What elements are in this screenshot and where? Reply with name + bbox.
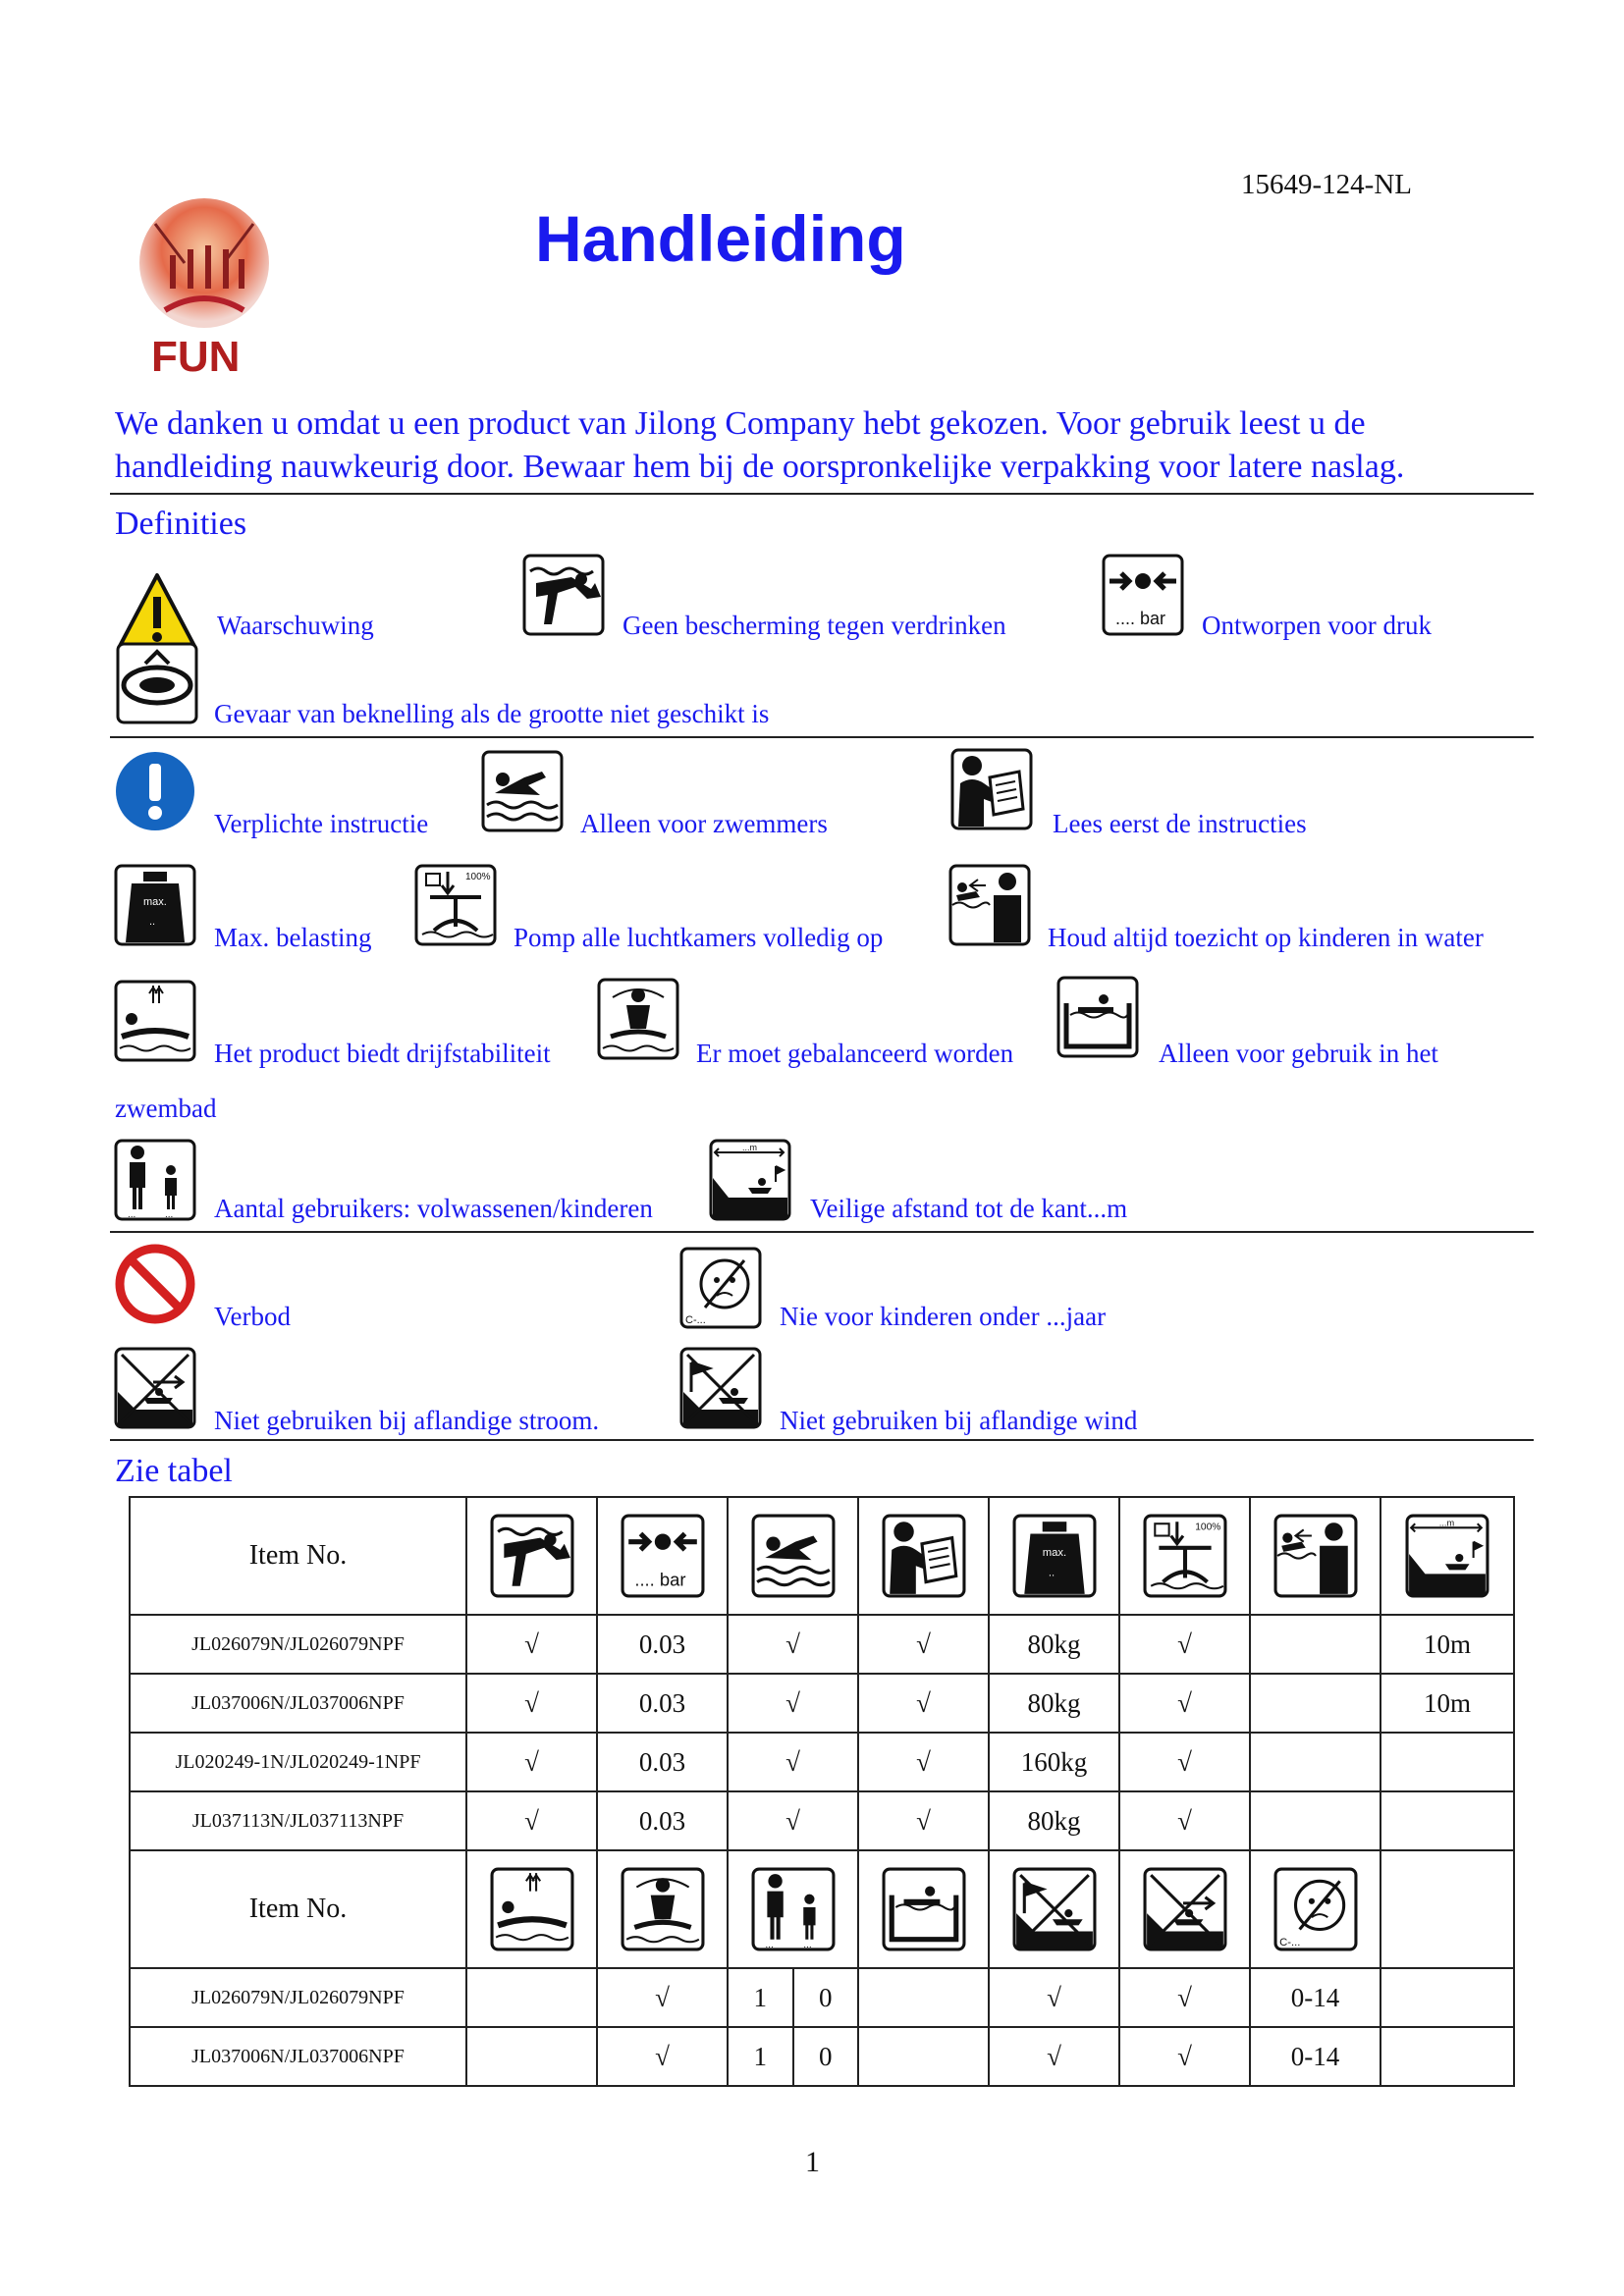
read-instructions-icon: [950, 748, 1033, 830]
label-users: Aantal gebruikers: volwassenen/kinderen: [214, 1194, 653, 1223]
table-cell: 0-14: [1250, 1968, 1380, 2027]
label-max-load: Max. belasting: [214, 923, 372, 952]
label-pool-only-cont: zwembad: [115, 1094, 217, 1123]
table-cell: [1380, 1850, 1514, 1968]
table-cell: √: [1119, 2027, 1250, 2086]
table-cell: √: [466, 1674, 597, 1733]
table-cell: √: [989, 2027, 1119, 2086]
item-no-header: Item No.: [130, 1497, 466, 1615]
table-cell: √: [466, 1733, 597, 1791]
table-cell: [466, 1968, 597, 2027]
table-cell: √: [728, 1733, 858, 1791]
item-number: JL037006N/JL037006NPF: [130, 1674, 466, 1733]
table-cell: 0.03: [597, 1674, 728, 1733]
table-cell: [728, 1968, 858, 2027]
table-cell: 80kg: [989, 1791, 1119, 1850]
table-row: [130, 1674, 1514, 1733]
definitions-heading: Definities: [115, 506, 247, 542]
table-cell: 0.03: [597, 1791, 728, 1850]
table-cell: [858, 2027, 989, 2086]
divider: [110, 1439, 1534, 1441]
table-cell: √: [1119, 1733, 1250, 1791]
page-number: 1: [805, 2146, 820, 2178]
table-row: [130, 1615, 1514, 1674]
no-offshore-wind-icon: [1012, 1867, 1097, 1951]
label-pool-only: Alleen voor gebruik in het: [1159, 1039, 1438, 1068]
table-cell: [1380, 1791, 1514, 1850]
table-cell: √: [728, 1615, 858, 1674]
label-no-current: Niet gebruiken bij aflandige stroom.: [214, 1406, 600, 1435]
not-for-children-icon: [1273, 1867, 1358, 1951]
divider: [110, 736, 1534, 738]
table-cell: √: [1119, 1615, 1250, 1674]
label-safe-distance: Veilige afstand tot de kant...m: [810, 1194, 1128, 1223]
entrapment-icon: [116, 642, 198, 724]
no-drowning-protection-icon: [522, 554, 605, 636]
label-entrapment: Gevaar van beknelling als de grootte niet geschikt is: [214, 699, 770, 728]
table-cell: 0-14: [1250, 2027, 1380, 2086]
swimmers-only-icon: [481, 750, 564, 832]
adults-count: 1: [729, 1969, 794, 2026]
table-row: [130, 1968, 1514, 2027]
pool-only-icon: [882, 1867, 966, 1951]
read-instructions-icon: [882, 1514, 966, 1598]
table-cell: 80kg: [989, 1674, 1119, 1733]
kids-count: 0: [819, 1983, 833, 2012]
table-cell: 0.03: [597, 1615, 728, 1674]
table-cell: 0.03: [597, 1733, 728, 1791]
pump-icon: [1143, 1514, 1227, 1598]
item-number: JL020249-1N/JL020249-1NPF: [130, 1733, 466, 1791]
logo-text: FUN: [151, 333, 241, 381]
not-for-children-icon: [679, 1247, 762, 1329]
item-no-header: Item No.: [130, 1850, 466, 1968]
table-cell: [1250, 1615, 1380, 1674]
supervise-children-icon: [1273, 1514, 1358, 1598]
label-no-protection: Geen bescherming tegen verdrinken: [623, 611, 1006, 640]
label-no-wind: Niet gebruiken bij aflandige wind: [780, 1406, 1138, 1435]
table-cell: √: [466, 1791, 597, 1850]
table-cell: 10m: [1380, 1674, 1514, 1733]
divider: [110, 1231, 1534, 1233]
max-load-icon: [114, 864, 196, 946]
no-offshore-wind-icon: [679, 1347, 762, 1429]
table-cell: √: [1119, 1674, 1250, 1733]
label-balanced: Er moet gebalanceerd worden: [696, 1039, 1014, 1068]
label-buoyancy: Het product biedt drijfstabiliteit: [214, 1039, 551, 1068]
table-header-row-1: [130, 1497, 1514, 1615]
table-cell: [1380, 2027, 1514, 2086]
table-cell: [466, 2027, 597, 2086]
table-cell: √: [858, 1791, 989, 1850]
max-load-icon: [1012, 1514, 1097, 1598]
pressure-icon: [1102, 554, 1184, 636]
table-cell: √: [858, 1615, 989, 1674]
table-cell: [728, 2027, 858, 2086]
item-number: JL026079N/JL026079NPF: [130, 1968, 466, 2027]
table-cell: √: [597, 1968, 728, 2027]
supervise-children-icon: [948, 864, 1031, 946]
buoyancy-icon: [490, 1867, 574, 1951]
table-row: [130, 1791, 1514, 1850]
item-number: JL026079N/JL026079NPF: [130, 1615, 466, 1674]
table-cell: [1250, 1791, 1380, 1850]
table-cell: [1250, 1733, 1380, 1791]
label-pump-all: Pomp alle luchtkamers volledig op: [514, 923, 884, 952]
table-cell: [1250, 1674, 1380, 1733]
kids-count: 0: [819, 2042, 833, 2071]
spec-table: [129, 1496, 1515, 2087]
label-designed-pressure: Ontworpen voor druk: [1202, 611, 1432, 640]
balance-icon: [621, 1867, 705, 1951]
table-heading: Zie tabel: [115, 1453, 233, 1489]
table-cell: √: [597, 2027, 728, 2086]
label-read-first: Lees eerst de instructies: [1053, 809, 1307, 838]
table-cell: √: [1119, 1968, 1250, 2027]
fun-logo: [116, 194, 293, 383]
table-cell: √: [1119, 1791, 1250, 1850]
page-title: Handleiding: [535, 202, 906, 275]
table-cell: √: [989, 1968, 1119, 2027]
divider: [110, 493, 1534, 495]
label-not-children: Nie voor kinderen onder ...jaar: [780, 1302, 1107, 1331]
pool-only-icon: [1056, 976, 1139, 1058]
intro-text: [115, 402, 1529, 489]
table-cell: 80kg: [989, 1615, 1119, 1674]
users-icon: [751, 1867, 836, 1951]
safe-distance-icon: [1405, 1514, 1489, 1598]
label-swimmers-only: Alleen voor zwemmers: [580, 809, 828, 838]
item-number: JL037113N/JL037113NPF: [130, 1791, 466, 1850]
mandatory-icon: [114, 750, 196, 832]
table-row: [130, 2027, 1514, 2086]
buoyancy-icon: [114, 980, 196, 1062]
no-offshore-current-icon: [114, 1347, 196, 1429]
table-cell: √: [858, 1674, 989, 1733]
label-supervise: Houd altijd toezicht op kinderen in water: [1048, 923, 1484, 952]
table-cell: 160kg: [989, 1733, 1119, 1791]
pressure-icon: [621, 1514, 705, 1598]
label-mandatory: Verplichte instructie: [214, 809, 429, 838]
table-header-row-2: [130, 1850, 1514, 1968]
table-cell: √: [728, 1674, 858, 1733]
table-cell: [1380, 1968, 1514, 2027]
table-cell: [858, 1968, 989, 2027]
label-prohibition: Verbod: [214, 1302, 291, 1331]
table-cell: [1380, 1733, 1514, 1791]
intro-line-1: We danken u omdat u een product van Jilong Company hebt gekozen. Voor gebruik leest u de: [115, 405, 1366, 442]
prohibition-icon: [114, 1243, 196, 1325]
safe-distance-icon: [709, 1139, 791, 1221]
pump-icon: [414, 864, 497, 946]
item-number: JL037006N/JL037006NPF: [130, 2027, 466, 2086]
balance-icon: [597, 978, 679, 1060]
intro-line-2: handleiding nauwkeurig door. Bewaar hem bij de oorspronkelijke verpakking voor latere naslag.: [115, 449, 1405, 485]
document-id: 15649-124-NL: [1241, 169, 1412, 200]
swimmers-only-icon: [751, 1514, 836, 1598]
table-cell: 10m: [1380, 1615, 1514, 1674]
table-cell: √: [858, 1733, 989, 1791]
label-warning: Waarschuwing: [217, 611, 374, 640]
table-row: [130, 1733, 1514, 1791]
adults-count: 1: [729, 2028, 794, 2085]
no-offshore-current-icon: [1143, 1867, 1227, 1951]
no-drowning-protection-icon: [490, 1514, 574, 1598]
table-cell: √: [728, 1791, 858, 1850]
table-cell: √: [466, 1615, 597, 1674]
users-icon: [114, 1139, 196, 1221]
